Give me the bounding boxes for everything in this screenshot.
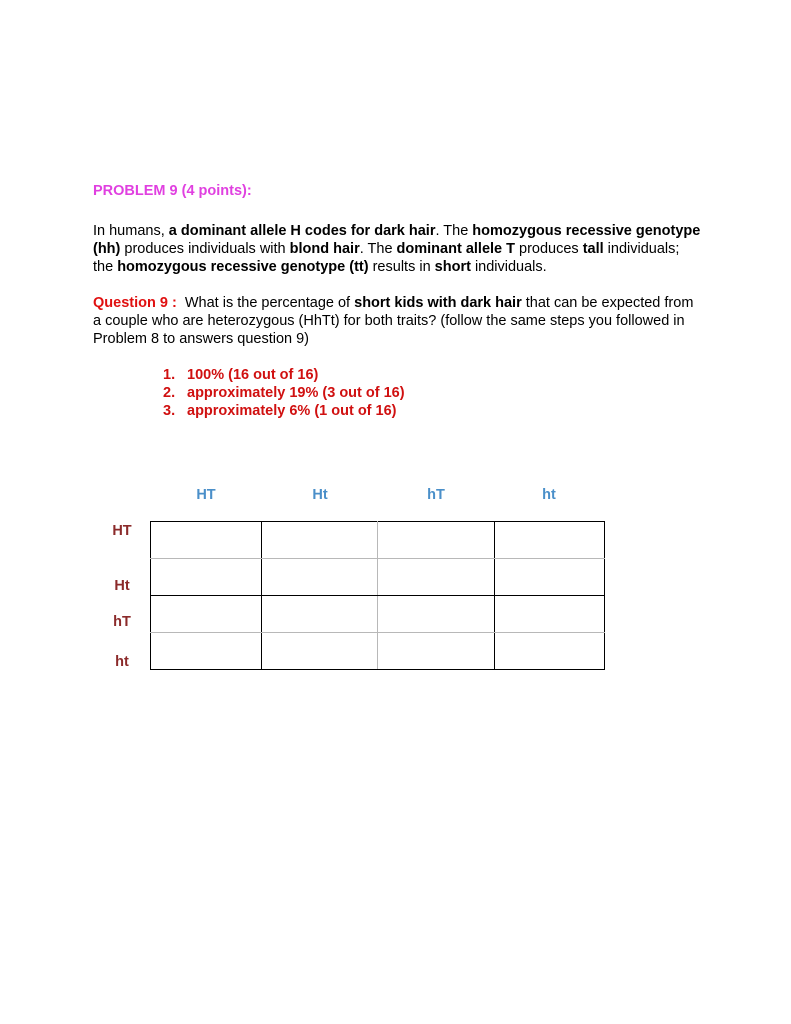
grid-cell[interactable]	[494, 633, 604, 670]
grid-row	[151, 596, 605, 633]
option-number: 3.	[163, 403, 176, 419]
grid-cell[interactable]	[262, 596, 378, 633]
intro-bold: a dominant allele H codes for dark hair	[168, 223, 436, 239]
intro-text: results in	[368, 259, 435, 275]
grid-cell[interactable]	[494, 559, 604, 596]
problem-heading: PROBLEM 9 (4 points):	[93, 183, 252, 199]
grid-cell[interactable]	[378, 633, 494, 670]
question-bold: short kids with dark hair	[354, 295, 522, 311]
column-header: hT	[427, 487, 445, 503]
grid-cell[interactable]	[151, 633, 262, 670]
option-text: approximately 19% (3 out of 16)	[187, 385, 405, 401]
row-header: Ht	[114, 578, 130, 594]
option-text: 100% (16 out of 16)	[187, 367, 319, 383]
answer-option[interactable]	[163, 402, 703, 420]
grid-cell[interactable]	[494, 596, 604, 633]
grid-cell[interactable]	[151, 522, 262, 559]
intro-bold: short	[434, 259, 471, 275]
intro-text: individuals.	[470, 259, 547, 275]
option-text: approximately 6% (1 out of 16)	[187, 403, 397, 419]
grid-cell[interactable]	[262, 559, 378, 596]
intro-text: In humans,	[93, 223, 169, 239]
grid-row	[151, 522, 605, 559]
row-header: ht	[115, 654, 129, 670]
intro-text: . The	[359, 241, 397, 257]
grid-cell[interactable]	[378, 596, 494, 633]
grid-cell[interactable]	[494, 522, 604, 559]
grid-cell[interactable]	[378, 522, 494, 559]
intro-bold: homozygous recessive genotype (hh)	[93, 223, 701, 257]
option-number: 2.	[163, 385, 176, 401]
intro-text: individuals; the	[93, 241, 680, 275]
document-body	[93, 182, 703, 420]
intro-bold: homozygous recessive genotype (tt)	[117, 259, 369, 275]
row-header: HT	[112, 523, 132, 539]
intro-text: produces	[514, 241, 583, 257]
question-text: What is the percentage of	[176, 295, 355, 311]
grid-cell[interactable]	[262, 633, 378, 670]
problem-intro	[93, 222, 703, 276]
intro-text: produces individuals with	[120, 241, 290, 257]
grid-cell[interactable]	[378, 559, 494, 596]
grid-cell[interactable]	[262, 522, 378, 559]
question-label: Question 9 :	[93, 295, 177, 311]
column-header: ht	[542, 487, 556, 503]
option-number: 1.	[163, 367, 176, 383]
grid-row	[151, 633, 605, 670]
grid-cell[interactable]	[151, 559, 262, 596]
column-header: HT	[196, 487, 216, 503]
answer-option[interactable]	[163, 366, 703, 384]
row-header: hT	[113, 614, 131, 630]
column-header: Ht	[312, 487, 328, 503]
answer-options	[163, 366, 703, 420]
answer-option[interactable]	[163, 384, 703, 402]
intro-text: . The	[435, 223, 473, 239]
punnett-grid	[150, 521, 605, 670]
question-text: that can be expected from a couple who are heterozygous (HhTt) for both traits? (follow the same steps you followed in Problem 8 to answers question 9)	[93, 295, 694, 347]
intro-bold: blond hair	[289, 241, 360, 257]
grid-row	[151, 559, 605, 596]
intro-bold: tall	[582, 241, 604, 257]
intro-bold: dominant allele T	[396, 241, 515, 257]
question-9	[93, 294, 703, 348]
grid-cell[interactable]	[151, 596, 262, 633]
